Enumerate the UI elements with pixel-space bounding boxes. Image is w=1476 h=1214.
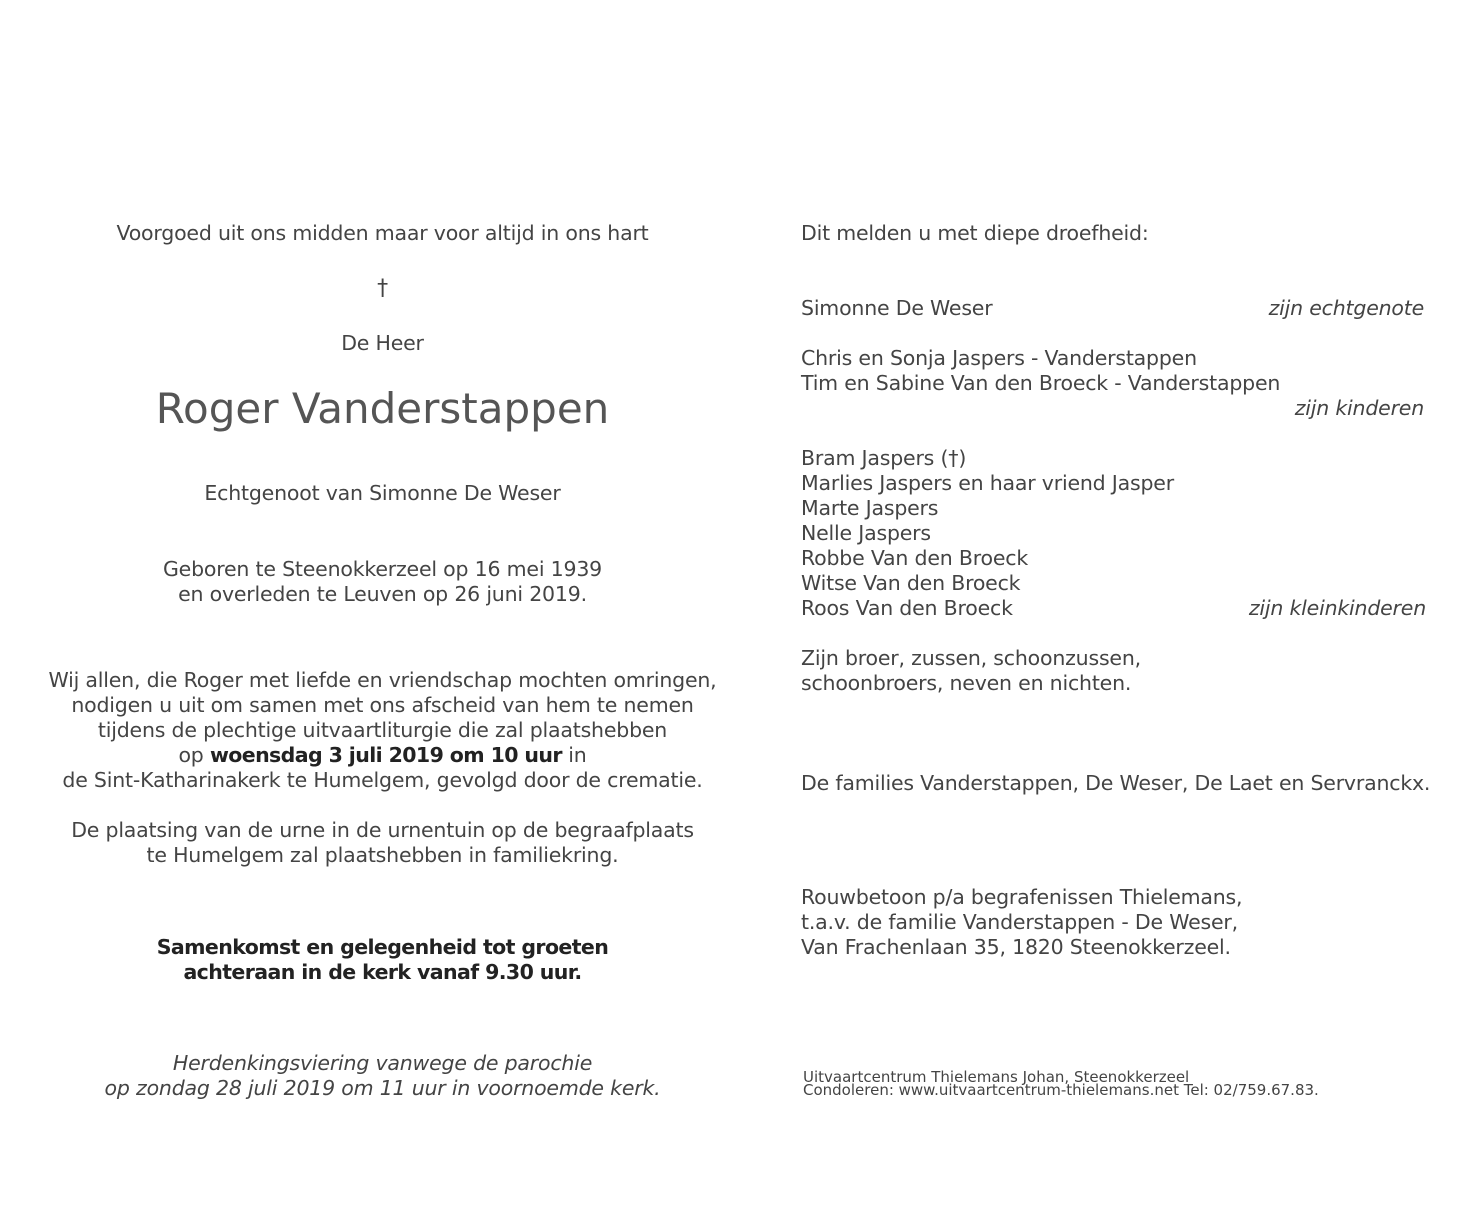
funeral-date: woensdag 3 juli 2019 om 10 uur bbox=[209, 743, 562, 767]
grandchildren-role: zijn kleinkinderen bbox=[1248, 596, 1426, 620]
address-line-2: t.a.v. de familie Vanderstappen - De Weser, bbox=[801, 910, 1238, 934]
condolence-line: Condoleren: www.uitvaartcentrum-thielemans.net Tel: 02/759.67.83. bbox=[803, 1081, 1319, 1099]
children-role: zijn kinderen bbox=[1294, 396, 1424, 420]
urn-line-2: te Humelgem zal plaatshebben in familiekring. bbox=[146, 843, 619, 867]
invite-line-5: de Sint-Katharinakerk te Humelgem, gevolgd door de crematie. bbox=[62, 768, 703, 792]
invite-line-4-post: in bbox=[561, 743, 587, 767]
honorific: De Heer bbox=[341, 331, 424, 355]
spouse-role: zijn echtgenote bbox=[1268, 296, 1424, 320]
intro-line: Dit melden u met diepe droefheid: bbox=[801, 221, 1149, 245]
spouse-name: Simonne De Weser bbox=[801, 296, 993, 320]
urn-line-1: De plaatsing van de urne in de urnentuin op de begraafplaats bbox=[71, 818, 694, 842]
grandchild-name: Marte Jaspers bbox=[801, 496, 939, 520]
families-line: De families Vanderstappen, De Weser, De Laet en Servranckx. bbox=[801, 771, 1431, 795]
invite-line-3: tijdens de plechtige uitvaartliturgie die zal plaatshebben bbox=[97, 718, 668, 742]
motto: Voorgoed uit ons midden maar voor altijd in ons hart bbox=[116, 221, 649, 245]
left-panel bbox=[30, 0, 735, 1214]
memorial-line-2: op zondag 28 juli 2019 om 11 uur in voornoemde kerk. bbox=[104, 1076, 661, 1100]
invite-line-4-pre: op bbox=[178, 743, 210, 767]
address-line-1: Rouwbetoon p/a begrafenissen Thielemans, bbox=[801, 885, 1243, 909]
funeral-home-line: Uitvaartcentrum Thielemans Johan, Steenokkerzeel bbox=[803, 1068, 1190, 1086]
grandchild-name: Marlies Jaspers en haar vriend Jasper bbox=[801, 471, 1174, 495]
death-line: en overleden te Leuven op 26 juni 2019. bbox=[178, 582, 587, 606]
invite-line-1: Wij allen, die Roger met liefde en vriendschap mochten omringen, bbox=[48, 668, 717, 692]
grandchild-name: Roos Van den Broeck bbox=[801, 596, 1013, 620]
address-line-3: Van Frachenlaan 35, 1820 Steenokkerzeel. bbox=[801, 935, 1231, 959]
invite-line-4 bbox=[30, 743, 735, 768]
gathering-line-2: achteraan in de kerk vanaf 9.30 uur. bbox=[183, 960, 582, 984]
grandchild-name: Bram Jaspers (†) bbox=[801, 446, 967, 470]
grandchild-name: Witse Van den Broeck bbox=[801, 571, 1021, 595]
cross-symbol: † bbox=[377, 276, 388, 301]
siblings-line-1: Zijn broer, zussen, schoonzussen, bbox=[801, 646, 1141, 670]
invite-line-2: nodigen u uit om samen met ons afscheid van hem te nemen bbox=[71, 693, 694, 717]
right-panel bbox=[801, 0, 1431, 1214]
child-name: Tim en Sabine Van den Broeck - Vanderstappen bbox=[801, 371, 1281, 395]
grandchild-name: Nelle Jaspers bbox=[801, 521, 931, 545]
gathering-line-1: Samenkomst en gelegenheid tot groeten bbox=[156, 935, 609, 959]
deceased-name: Roger Vanderstappen bbox=[155, 384, 610, 433]
grandchild-name: Robbe Van den Broeck bbox=[801, 546, 1028, 570]
memorial-line-1: Herdenkingsviering vanwege de parochie bbox=[172, 1051, 593, 1075]
birth-line: Geboren te Steenokkerzeel op 16 mei 1939 bbox=[162, 557, 603, 581]
spouse-line: Echtgenoot van Simonne De Weser bbox=[204, 481, 561, 505]
siblings-line-2: schoonbroers, neven en nichten. bbox=[801, 671, 1132, 695]
child-name: Chris en Sonja Jaspers - Vanderstappen bbox=[801, 346, 1197, 370]
